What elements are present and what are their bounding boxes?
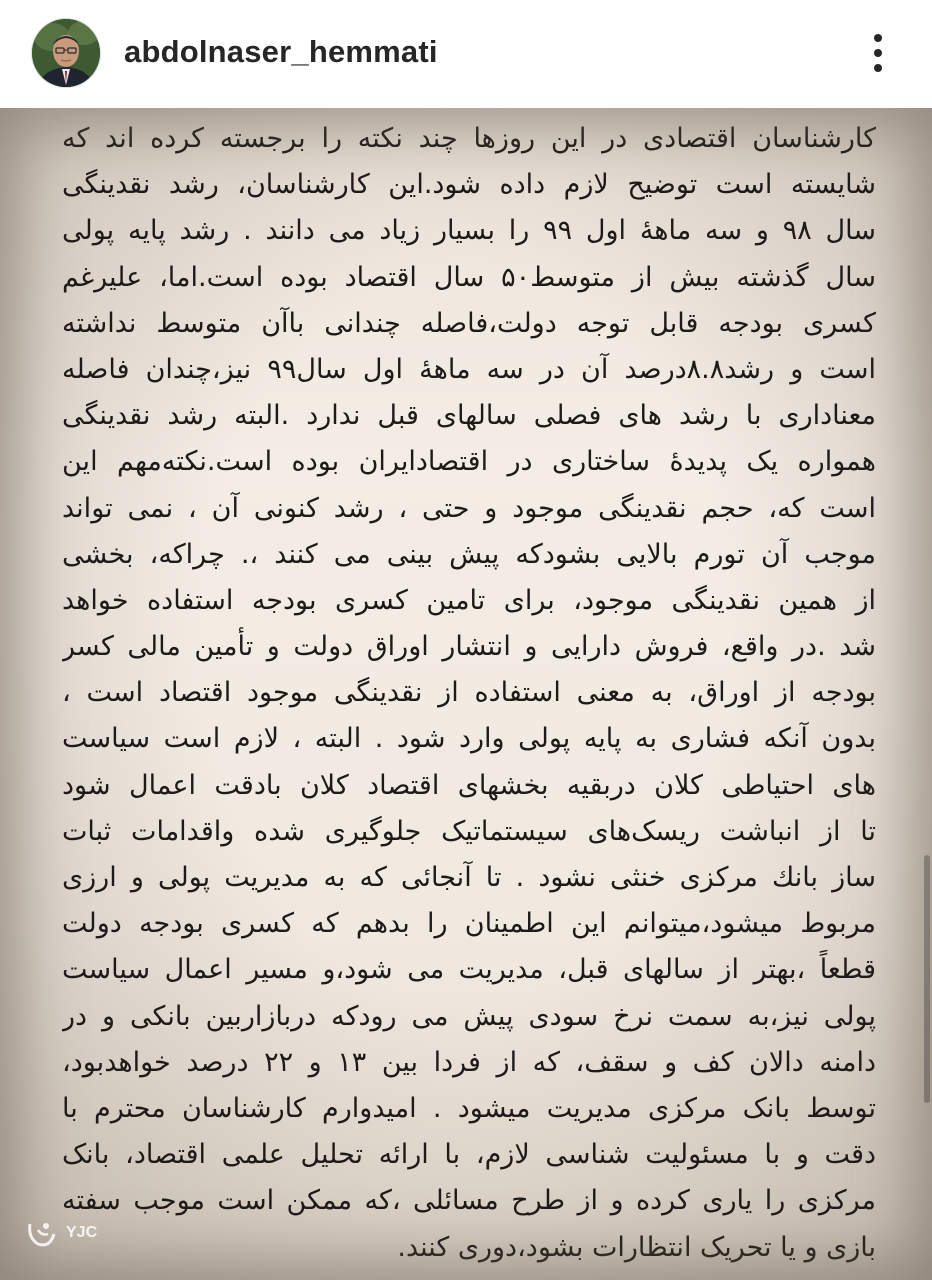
text-line: موجب آن تورم بالایی بشودکه پیش بینی می کنند ،. چراکه، بخشی — [62, 538, 876, 570]
text-line: ساز بانك مرکزی خنثی نشود . تا آنجائی که به مدیریت پولی و ارزی — [62, 862, 876, 893]
text-line: سال ۹۸ و سه ماههٔ اول ۹۹ را بسیار زیاد می دانند . رشد پایه پولی — [62, 215, 876, 247]
text-line: بدون آنکه فشاری به پایه پولی وارد شود . البته ، لازم است سیاست — [62, 723, 876, 755]
text-line: پولی نیز،به سمت نرخ سودی پیش می رودکه دربازاربین بانکی و در — [62, 1000, 876, 1032]
text-line: های احتیاطی کلان دربقیه بخشهای اقتصاد کلان بادقت اعمال شود — [62, 769, 876, 801]
text-line: قطعاً ،بهتر از سالهای قبل، مدیریت می شود،و مسیر اعمال سیاست — [62, 954, 876, 986]
vertical-ellipsis-icon — [874, 49, 882, 57]
text-line: شد .در واقع، فروش دارایی و انتشار اوراق دولت و تأمین مالی کسر — [62, 631, 876, 663]
text-line: کسری بودجه قابل توجه دولت،فاصله چندانی باآن متوسط نداشته — [62, 307, 876, 339]
text-line: بودجه از اوراق، به معنی استفاده از نقدینگی موجود اقتصاد است ، — [62, 677, 876, 709]
text-line: توسط بانک مرکزی مدیریت میشود . امیدوارم کارشناسان محترم با — [62, 1092, 876, 1124]
post-header — [0, 0, 932, 108]
watermark-text: YJC — [66, 1224, 98, 1241]
profile-photo-icon — [32, 19, 100, 87]
text-line: سال گذشته بیش از متوسط۵۰ سال اقتصاد بوده است.اما، علیرغم — [62, 261, 876, 293]
text-line: تا از انباشت ریسک‌های سیستماتیک جلوگیری شده واقدامات ثبات — [62, 815, 876, 847]
post-username[interactable]: abdolnaser_hemmati — [124, 34, 438, 69]
page-scrollbar[interactable] — [924, 855, 930, 1103]
vertical-ellipsis-icon — [874, 34, 882, 42]
text-line: دقت و با مسئولیت شناسی لازم، با ارائه تحلیل علمی اقتصاد، بانک — [62, 1139, 876, 1171]
text-line: معناداری با رشد های فصلی سالهای قبل ندارد .البته رشد نقدینگی — [62, 400, 876, 432]
vertical-ellipsis-icon — [874, 64, 882, 72]
text-line: از همین نقدینگی موجود، برای تامین کسری بودجه استفاده خواهد — [62, 584, 876, 616]
post-statement-text — [62, 116, 876, 1271]
avatar[interactable] — [32, 19, 100, 87]
text-line: است که، حجم نقدینگی موجود و حتی ، رشد کنونی آن ، نمی تواند — [62, 492, 876, 524]
yjc-logo-icon — [24, 1216, 60, 1250]
text-line: همواره یک پدیدهٔ ساختاری در اقتصادایران بوده است.نکته‌مهم این — [62, 446, 876, 478]
text-line: دامنه دالان کف و سقف، که از فردا بین ۱۳ و ۲۲ درصد خواهدبود، — [62, 1046, 876, 1078]
text-line: مرکزی را یاری کرده و از طرح مسائلی ،که ممکن است موجب سفته — [62, 1185, 876, 1217]
post-image[interactable] — [0, 108, 932, 1280]
text-line: کارشناسان اقتصادی در این روزها چند نکته را برجسته کرده اند که — [62, 123, 876, 154]
text-line: بازی و یا تحریک انتظارات بشود،دوری کنند. — [397, 1231, 876, 1263]
text-line: است و رشد۸.۸درصد آن در سه ماههٔ اول سال۹۹ نیز،چندان فاصله — [62, 353, 876, 385]
more-options-button[interactable] — [856, 30, 900, 76]
text-line: شایسته است توضیح لازم داده شود.این کارشناسان، رشد نقدینگی — [62, 169, 876, 201]
text-line: مربوط میشود،میتوانم این اطمینان را بدهم که کسری بودجه دولت — [62, 908, 876, 940]
yjc-watermark — [24, 1216, 97, 1250]
